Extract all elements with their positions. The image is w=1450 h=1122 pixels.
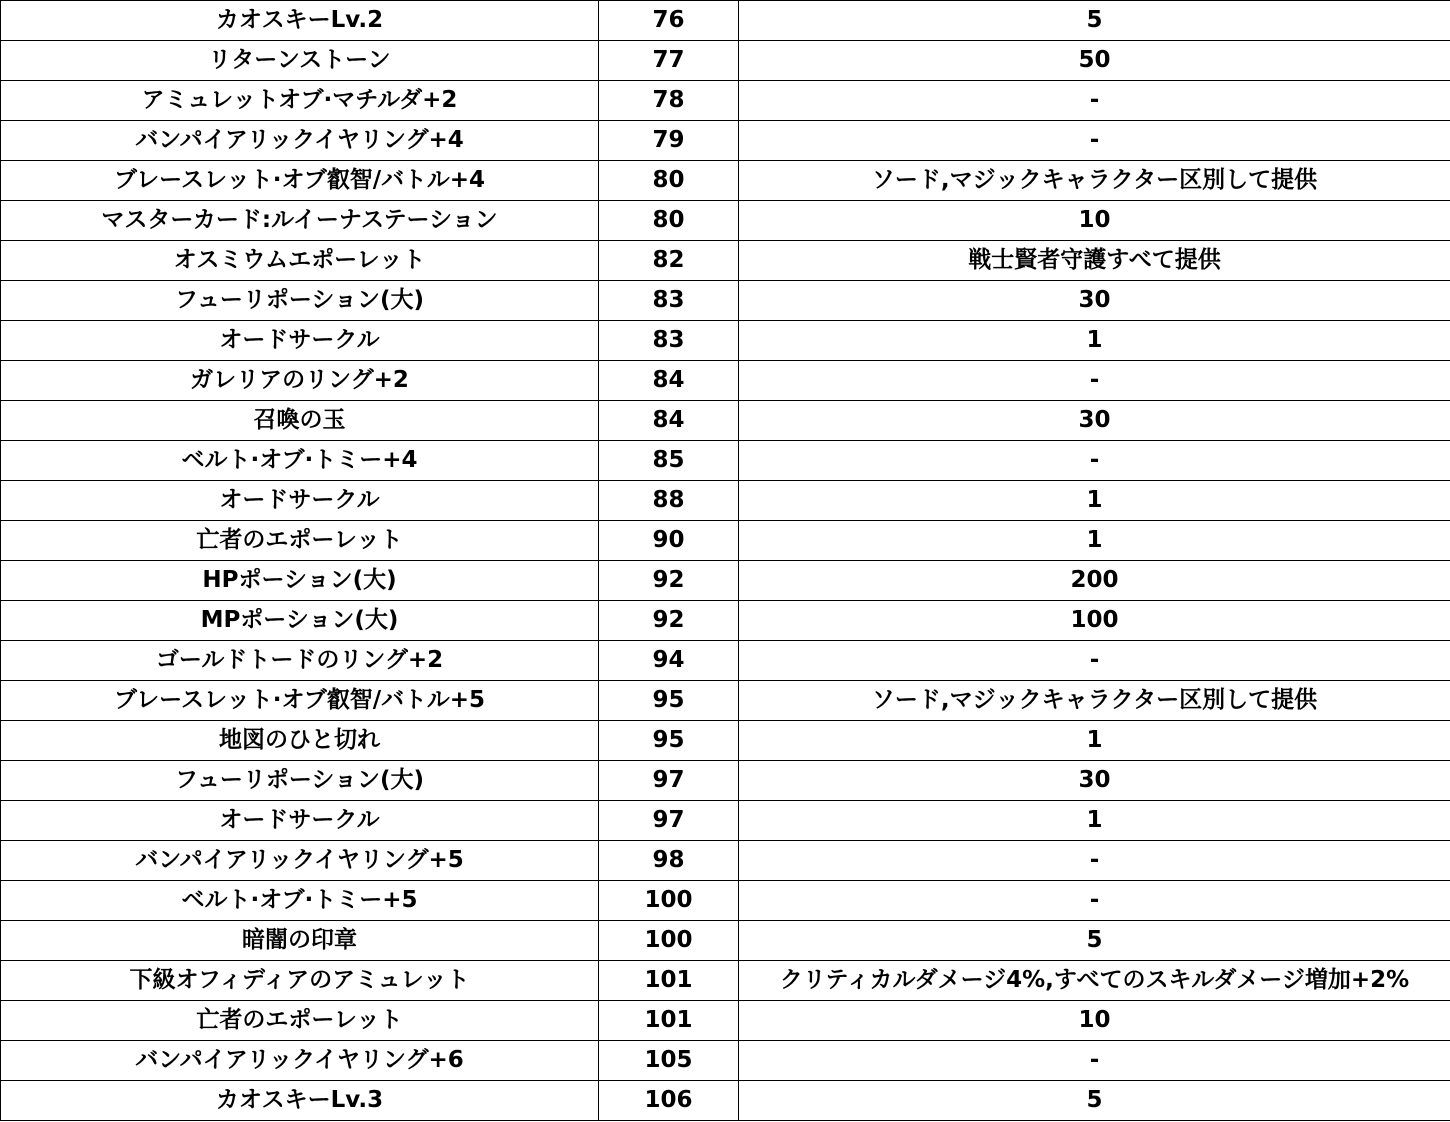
item-quantity: - <box>739 1041 1450 1081</box>
item-quantity: - <box>739 881 1450 921</box>
item-name: オードサークル <box>1 801 599 841</box>
item-quantity: 5 <box>739 1 1450 41</box>
item-level: 94 <box>599 641 739 681</box>
item-level: 95 <box>599 721 739 761</box>
item-level: 90 <box>599 521 739 561</box>
item-quantity: 1 <box>739 481 1450 521</box>
item-quantity: 5 <box>739 1081 1450 1121</box>
table-row <box>1 1081 1450 1121</box>
item-level: 92 <box>599 601 739 641</box>
table-row <box>1 161 1450 201</box>
item-level: 100 <box>599 921 739 961</box>
table-row <box>1 801 1450 841</box>
item-level: 83 <box>599 281 739 321</box>
table-row <box>1 521 1450 561</box>
item-name: ブレースレット·オブ叡智/バトル+4 <box>1 161 599 201</box>
item-level: 77 <box>599 41 739 81</box>
table-row <box>1 721 1450 761</box>
item-level: 88 <box>599 481 739 521</box>
item-name: アミュレットオブ·マチルダ+2 <box>1 81 599 121</box>
item-level: 79 <box>599 121 739 161</box>
table-row <box>1 1 1450 41</box>
item-quantity: 1 <box>739 721 1450 761</box>
item-level: 98 <box>599 841 739 881</box>
item-name: バンパイアリックイヤリング+6 <box>1 1041 599 1081</box>
table-row <box>1 81 1450 121</box>
item-quantity: - <box>739 841 1450 881</box>
item-name: バンパイアリックイヤリング+5 <box>1 841 599 881</box>
table-row <box>1 401 1450 441</box>
table-row <box>1 961 1450 1001</box>
item-name: ブレースレット·オブ叡智/バトル+5 <box>1 681 599 721</box>
item-name: 地図のひと切れ <box>1 721 599 761</box>
item-level: 80 <box>599 161 739 201</box>
item-name: ガレリアのリング+2 <box>1 361 599 401</box>
item-level: 92 <box>599 561 739 601</box>
item-name: 召喚の玉 <box>1 401 599 441</box>
item-quantity: 5 <box>739 921 1450 961</box>
item-quantity: - <box>739 81 1450 121</box>
item-name: 下級オフィディアのアミュレット <box>1 961 599 1001</box>
item-level: 83 <box>599 321 739 361</box>
item-quantity: ソード,マジックキャラクター区別して提供 <box>739 161 1450 201</box>
item-name: MPポーション(大) <box>1 601 599 641</box>
table-row <box>1 681 1450 721</box>
item-quantity: 1 <box>739 521 1450 561</box>
item-quantity: 1 <box>739 321 1450 361</box>
item-name: HPポーション(大) <box>1 561 599 601</box>
item-quantity: ソード,マジックキャラクター区別して提供 <box>739 681 1450 721</box>
item-quantity: 戦士賢者守護すべて提供 <box>739 241 1450 281</box>
table-row <box>1 201 1450 241</box>
table-row <box>1 321 1450 361</box>
table-row <box>1 441 1450 481</box>
item-name: 亡者のエポーレット <box>1 521 599 561</box>
item-level: 101 <box>599 961 739 1001</box>
item-quantity: - <box>739 121 1450 161</box>
item-quantity: 100 <box>739 601 1450 641</box>
item-level: 78 <box>599 81 739 121</box>
item-level: 80 <box>599 201 739 241</box>
item-level: 84 <box>599 401 739 441</box>
table-row <box>1 841 1450 881</box>
item-name: ベルト·オブ·トミー+4 <box>1 441 599 481</box>
item-quantity: - <box>739 641 1450 681</box>
item-name: カオスキーLv.3 <box>1 1081 599 1121</box>
item-name: オスミウムエポーレット <box>1 241 599 281</box>
table-row <box>1 121 1450 161</box>
table-row <box>1 41 1450 81</box>
item-level: 105 <box>599 1041 739 1081</box>
item-name: ゴールドトードのリング+2 <box>1 641 599 681</box>
item-level: 101 <box>599 1001 739 1041</box>
item-quantity: - <box>739 361 1450 401</box>
item-quantity: 1 <box>739 801 1450 841</box>
item-quantity: 10 <box>739 201 1450 241</box>
reward-table-body <box>1 1 1450 1121</box>
item-level: 97 <box>599 761 739 801</box>
table-row <box>1 761 1450 801</box>
item-name: オードサークル <box>1 481 599 521</box>
item-level: 106 <box>599 1081 739 1121</box>
item-quantity: - <box>739 441 1450 481</box>
item-name: リターンストーン <box>1 41 599 81</box>
item-name: オードサークル <box>1 321 599 361</box>
item-level: 82 <box>599 241 739 281</box>
table-row <box>1 481 1450 521</box>
table-row <box>1 881 1450 921</box>
item-quantity: 50 <box>739 41 1450 81</box>
item-name: フューリポーション(大) <box>1 761 599 801</box>
item-name: 亡者のエポーレット <box>1 1001 599 1041</box>
item-name: ベルト·オブ·トミー+5 <box>1 881 599 921</box>
item-name: 暗闇の印章 <box>1 921 599 961</box>
item-quantity: 30 <box>739 281 1450 321</box>
item-level: 76 <box>599 1 739 41</box>
table-row <box>1 1041 1450 1081</box>
item-quantity: 200 <box>739 561 1450 601</box>
item-level: 100 <box>599 881 739 921</box>
table-row <box>1 641 1450 681</box>
item-name: カオスキーLv.2 <box>1 1 599 41</box>
item-level: 85 <box>599 441 739 481</box>
item-quantity: クリティカルダメージ4%,すべてのスキルダメージ増加+2% <box>739 961 1450 1001</box>
item-quantity: 30 <box>739 401 1450 441</box>
item-name: マスターカード:ルイーナステーション <box>1 201 599 241</box>
table-row <box>1 281 1450 321</box>
item-level: 95 <box>599 681 739 721</box>
table-row <box>1 1001 1450 1041</box>
table-row <box>1 601 1450 641</box>
table-row <box>1 921 1450 961</box>
table-row <box>1 561 1450 601</box>
item-name: バンパイアリックイヤリング+4 <box>1 121 599 161</box>
table-row <box>1 241 1450 281</box>
item-quantity: 10 <box>739 1001 1450 1041</box>
item-quantity: 30 <box>739 761 1450 801</box>
item-level: 84 <box>599 361 739 401</box>
item-level: 97 <box>599 801 739 841</box>
item-name: フューリポーション(大) <box>1 281 599 321</box>
table-row <box>1 361 1450 401</box>
